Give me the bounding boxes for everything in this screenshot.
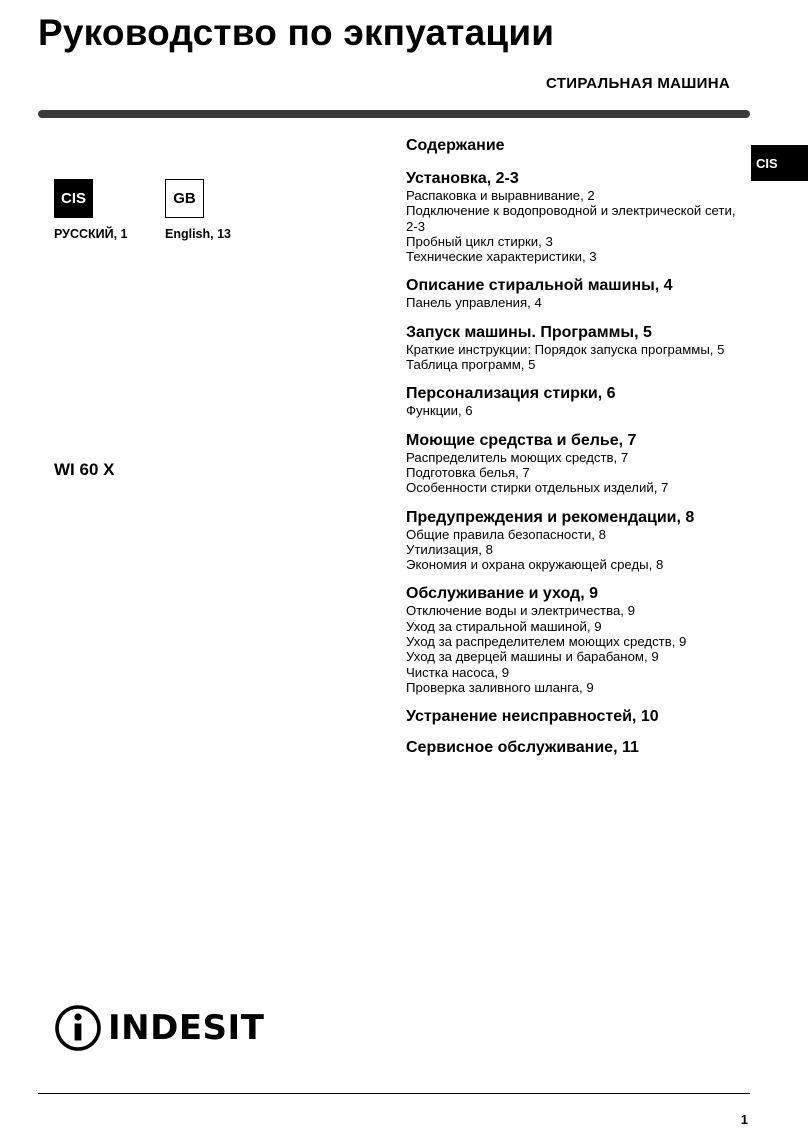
- toc-section-title: Предупреждения и рекомендации, 8: [406, 508, 695, 526]
- language-label-english: English, 13: [165, 227, 231, 241]
- top-divider: [38, 110, 750, 118]
- toc-section-item: Экономия и охрана окружающей среды, 8: [406, 557, 664, 573]
- toc-section-item: Таблица программ, 5: [406, 357, 536, 373]
- language-badge-cis: CIS: [54, 179, 93, 218]
- brand-logo: [54, 1004, 264, 1052]
- toc-section: [406, 707, 746, 726]
- toc-section: [406, 738, 746, 757]
- toc-section-item: Утилизация, 8: [406, 541, 493, 557]
- toc-section-item: Пробный цикл стирки, 3: [406, 233, 553, 249]
- page-number: 1: [740, 1112, 748, 1127]
- bottom-divider: [38, 1093, 750, 1094]
- toc-section-item: Отключение воды и электричества, 9: [406, 603, 635, 619]
- toc-heading: Содержание: [406, 137, 505, 154]
- toc-section-item: Уход за распределителем моющих средств, 9: [406, 634, 687, 650]
- toc-section-item: Краткие инструкции: Порядок запуска программы, 5: [406, 341, 725, 357]
- toc-section-item: Особенности стирки отдельных изделий, 7: [406, 480, 669, 496]
- toc-section-title: Моющие средства и белье, 7: [406, 431, 637, 449]
- toc-section-item: Проверка заливного шланга, 9: [406, 679, 594, 695]
- language-side-tab: CIS: [751, 145, 808, 181]
- toc-section-item: Подключение к водопроводной и электрической сети, 2-3: [406, 203, 736, 234]
- toc-section-item: Распределитель моющих средств, 7: [406, 449, 629, 465]
- toc-section: [406, 584, 746, 695]
- toc-section-item: Подготовка белья, 7: [406, 464, 530, 480]
- toc-section-item: Распаковка и выравнивание, 2: [406, 188, 595, 203]
- toc-section-title: Описание стиральной машины, 4: [406, 277, 673, 295]
- toc-section-title: Персонализация стирки, 6: [406, 385, 616, 403]
- toc-section-item: Уход за стиральной машиной, 9: [406, 618, 602, 634]
- toc-section: [406, 384, 746, 418]
- document-subtitle: СТИРАЛЬНАЯ МАШИНА: [546, 75, 730, 92]
- toc-section: [406, 508, 746, 573]
- toc-section-title: Устранение неисправностей, 10: [406, 708, 659, 726]
- toc-section-item: Общие правила безопасности, 8: [406, 526, 606, 542]
- toc-section-title: Запуск машины. Программы, 5: [406, 323, 652, 341]
- toc-section-item: Панель управления, 4: [406, 295, 542, 311]
- brand-wordmark: INDESIT: [108, 1008, 265, 1048]
- toc-section: [406, 169, 746, 264]
- indesit-logo-icon: [54, 1004, 102, 1052]
- toc-section-title: Сервисное обслуживание, 11: [406, 739, 639, 757]
- toc-section-item: Функции, 6: [406, 403, 473, 419]
- toc-section-item: Технические характеристики, 3: [406, 249, 597, 265]
- document-title: Руководство по экпуатации: [38, 12, 555, 53]
- toc-section: [406, 276, 746, 310]
- toc-section: [406, 323, 746, 373]
- toc-section: [406, 431, 746, 496]
- language-label-russian: РУССКИЙ, 1: [54, 227, 128, 241]
- model-number: WI 60 X: [54, 460, 115, 479]
- toc-section-item: Уход за дверцей машины и барабаном, 9: [406, 649, 659, 665]
- toc-sections: [406, 169, 746, 757]
- toc-section-item: Чистка насоса, 9: [406, 664, 510, 680]
- table-of-contents: [406, 137, 746, 769]
- toc-section-title: Обслуживание и уход, 9: [406, 585, 598, 603]
- toc-section-title: Установка, 2-3: [406, 170, 519, 187]
- language-badge-gb: GB: [165, 179, 204, 218]
